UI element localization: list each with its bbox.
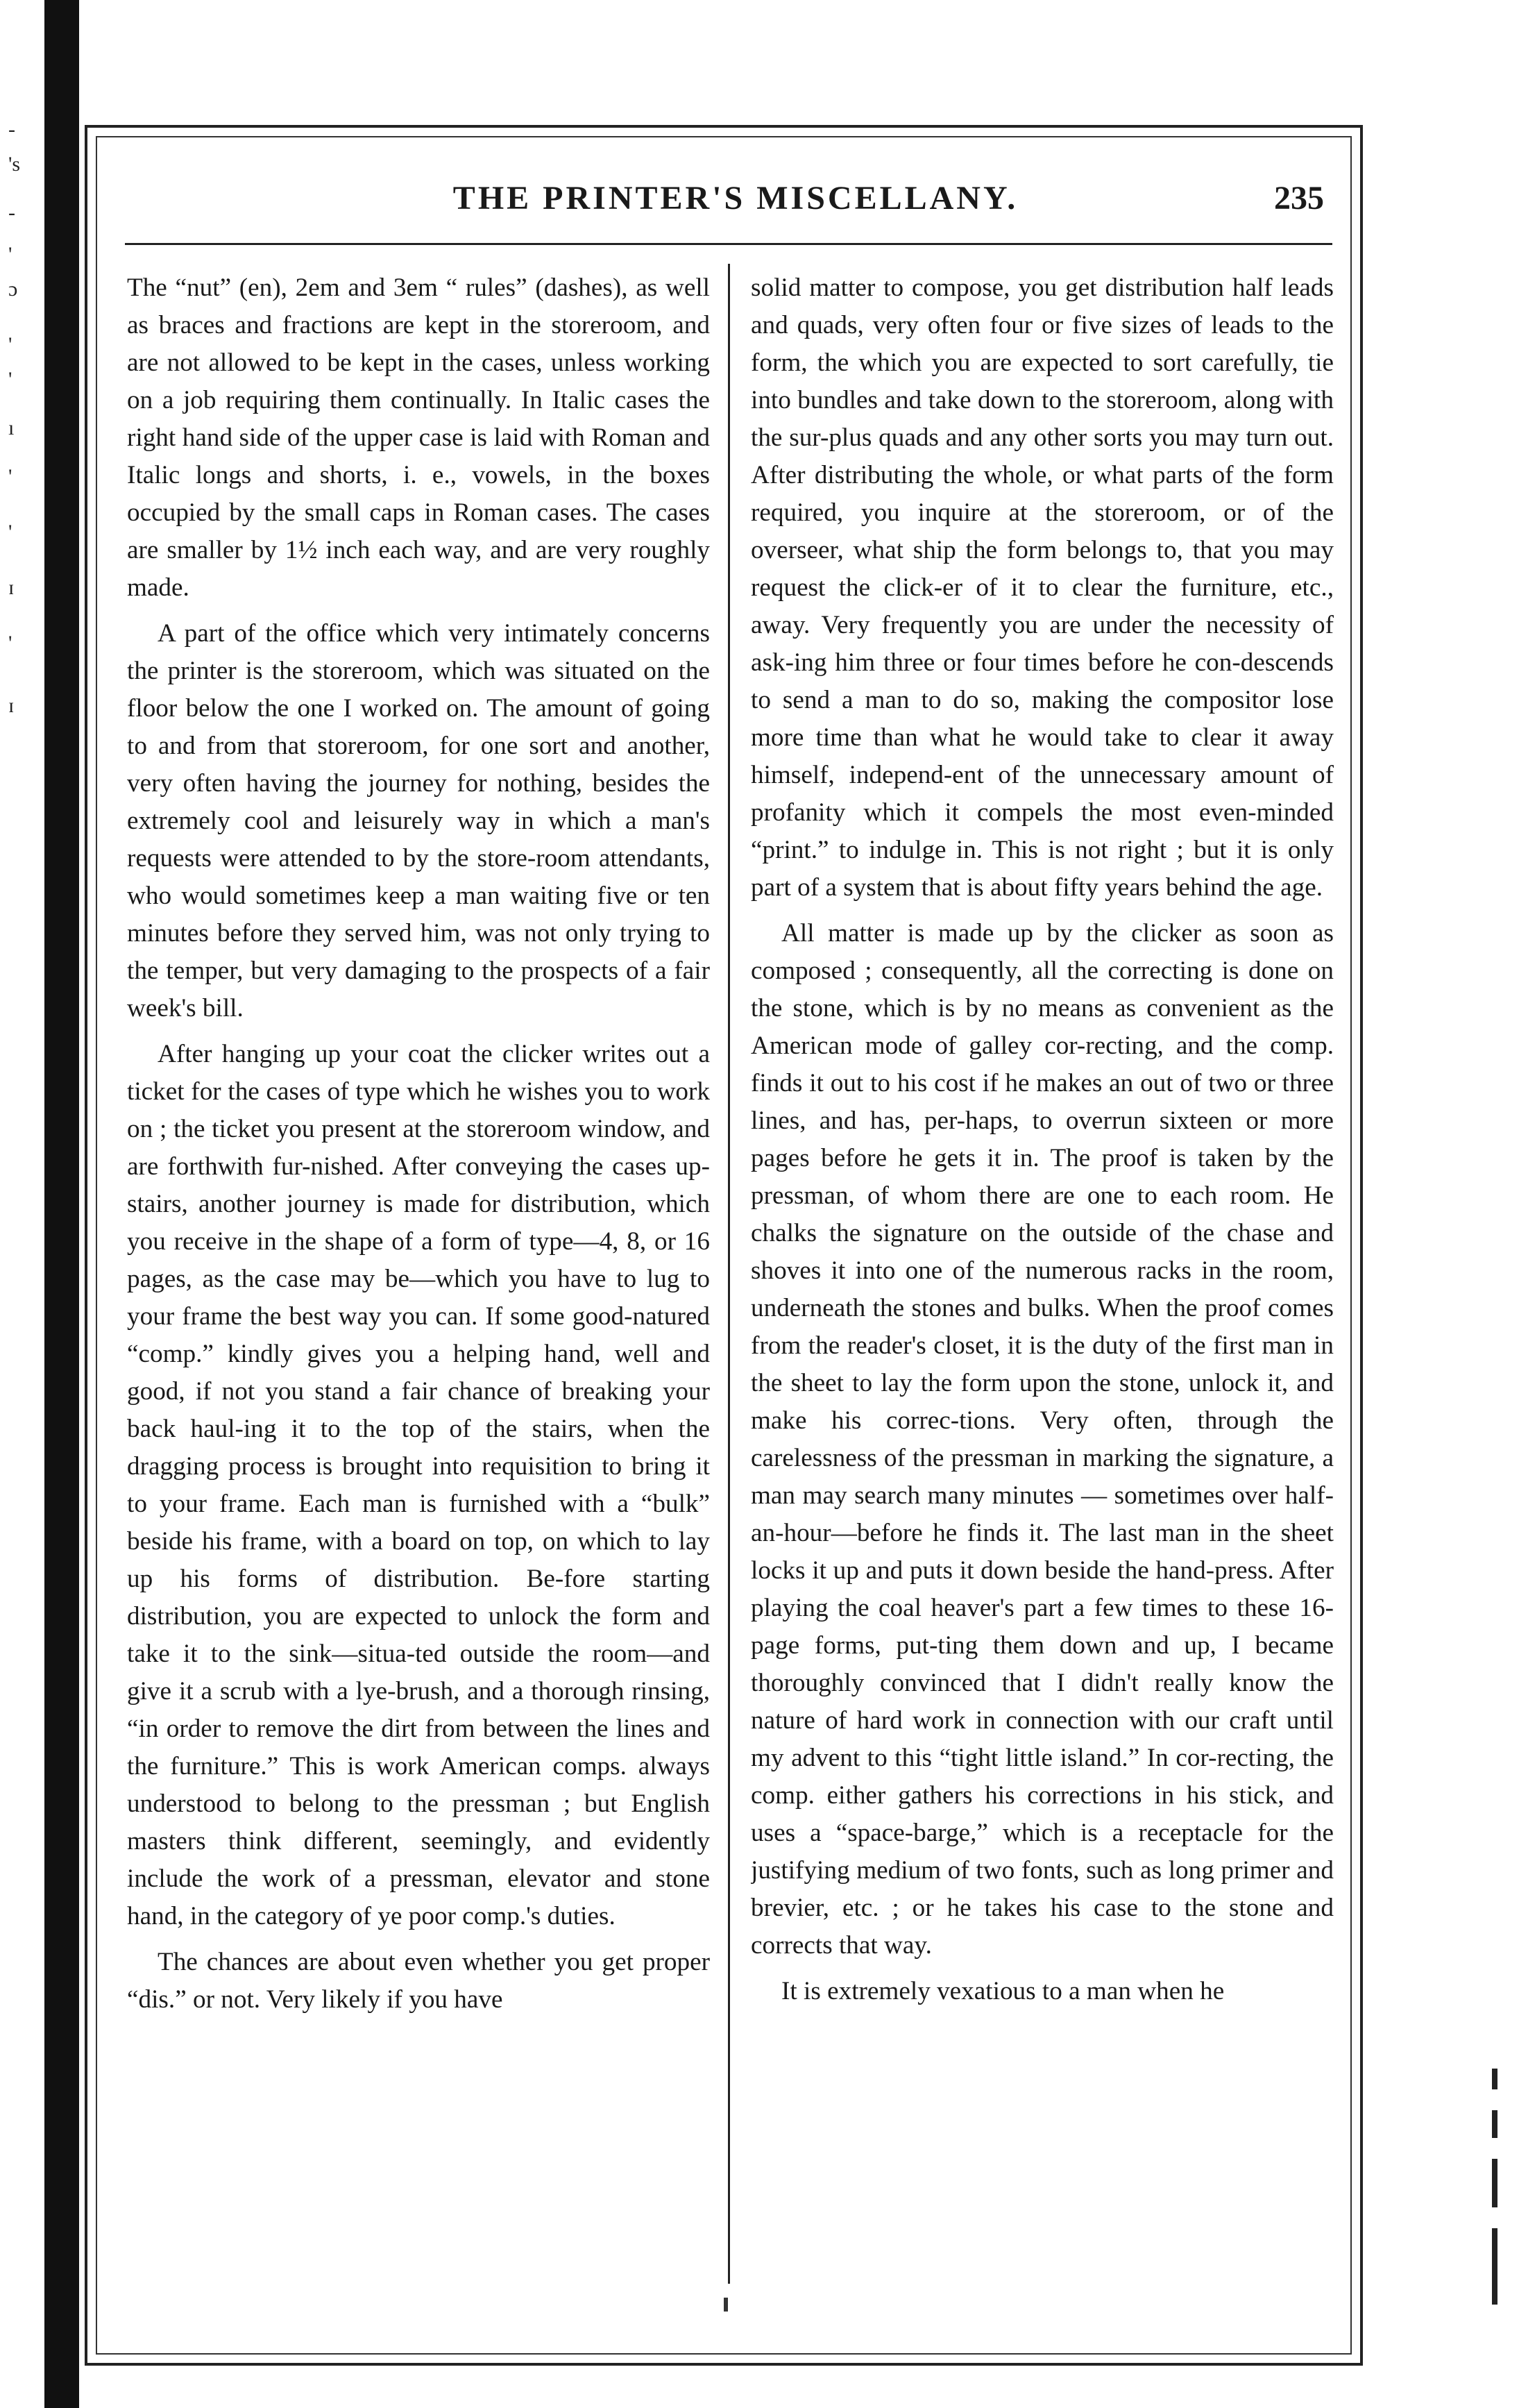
column-divider xyxy=(728,264,730,2284)
gutter-mark: ' xyxy=(8,368,12,391)
gutter-mark: ' xyxy=(8,521,12,544)
edge-mark xyxy=(1492,2069,1497,2089)
gutter-mark: ' xyxy=(8,333,12,356)
edge-mark xyxy=(1492,2159,1497,2207)
edge-mark xyxy=(1492,2110,1497,2138)
bottom-rule-mark xyxy=(724,2298,728,2312)
right-edge-marks xyxy=(1485,2069,1513,2318)
paragraph: solid matter to compose, you get distribution half leads and quads, very often four or five sizes of leads to the form, the which you are expected to sort carefully, tie into bundles and take down to the storeroom, along with the sur-plus quads and any other sorts you may turn out. After distributing the whole, or what parts of the form required, you inquire at the storeroom, or of the overseer, what ship the form belongs to, that you may request the click-er of it to clear the furniture, etc., away. Very frequently you are under the necessity of ask-ing him three or four times before he con-descends to send a man to do so, making the compositor lose more time than what he would take to clear it away himself, independ-ent of the unnecessary amount of profanity which it compels the most even-minded “print.” to indulge in. This is not right ; but it is only part of a system that is about fifty years behind the age. xyxy=(751,273,1334,902)
gutter-mark: - xyxy=(8,201,15,224)
edge-mark xyxy=(1492,2228,1497,2305)
page-number: 235 xyxy=(1274,180,1324,217)
left-column xyxy=(127,269,710,2296)
gutter-mark: - xyxy=(8,118,15,141)
gutter-mark: ɪ xyxy=(8,694,15,717)
gutter-mark: ' xyxy=(8,632,12,655)
gutter-mark: ɔ xyxy=(8,278,18,301)
paragraph: The “nut” (en), 2em and 3em “ rules” (dashes), as well as braces and fractions are kept in the storeroom, and are not allowed to be kept in the cases, unless working on a job requiring them continually. In Italic cases the right hand side of the upper case is laid with Roman and Italic longs and shorts, i. e., vowels, in the boxes occupied by the small caps in Roman cases. The cases are smaller by 1½ inch each way, and are very roughly made. xyxy=(127,273,710,602)
paragraph: The chances are about even whether you get proper “dis.” or not. Very likely if you have xyxy=(127,1948,710,2014)
paragraph: A part of the office which very intimately concerns the printer is the storeroom, which was situated on the floor below the one I worked on. The amount of going to and from that storeroom, for one sort and another, very often having the journey for nothing, besides the extremely cool and leisurely way in which a man's requests were attended to by the store-room attendants, who would sometimes keep a man waiting five or ten minutes before they served him, was not only trying to the temper, but very damaging to the prospects of a fair week's bill. xyxy=(127,619,710,1022)
header-rule xyxy=(125,243,1332,245)
paragraph: After hanging up your coat the clicker writes out a ticket for the cases of type which he wishes you to work on ; the ticket you present at the storeroom window, and are forthwith fur-nished. After conveying the cases up-stairs, another journey is made for distribution, which you receive in the shape of a form of type—4, 8, or 16 pages, as the case may be—which you have to lug to your frame the best way you can. If some good-natured “comp.” kindly gives you a helping hand, well and good, if not you stand a fair chance of breaking your back haul-ing it to the top of the stairs, when the dragging process is brought into requisition to bring it to your frame. Each man is furnished with a “bulk” beside his frame, with a board on top, on which to lay up his forms of distribution. Be-fore starting distribution, you are expected to unlock the form and take it to the sink—situa-ted outside the room—and give it a scrub with a lye-brush, and a thorough rinsing, “in order to remove the dirt from between the lines and the furniture.” This is work American comps. always understood to belong to the pressman ; but English masters think different, seemingly, and evidently include the work of a pressman, elevator and stone hand, in the category of ye poor comp.'s duties. xyxy=(127,1040,710,1930)
gutter-marks xyxy=(0,104,43,868)
right-column xyxy=(751,269,1334,2296)
gutter-mark: ' xyxy=(8,243,12,266)
gutter-mark: 's xyxy=(8,153,21,176)
running-head xyxy=(139,174,1332,229)
gutter-mark: ı xyxy=(8,416,15,439)
paragraph: All matter is made up by the clicker as soon as composed ; consequently, all the correcting is done on the stone, which is by no means as convenient as the American mode of galley cor-recting, and the comp. finds it out to his cost if he makes an out of two or three lines, and has, per-haps, to overrun sixteen or more pages before he gets it in. The proof is taken by the pressman, of whom there are one to each room. He chalks the signature on the outside of the chase and shoves it into one of the numerous racks in the room, underneath the stones and bulks. When the proof comes from the reader's closet, it is the duty of the first man in the sheet to lay the form upon the stone, unlock it, and make his correc-tions. Very often, through the carelessness of the pressman in marking the signature, a man may search many minutes — sometimes over half-an-hour—before he finds it. The last man in the sheet locks it up and puts it down beside the hand-press. After playing the coal heaver's part a few times to these 16-page forms, put-ting them down and up, I became thoroughly convinced that I didn't really know the nature of hard work in connection with our craft until my advent to this “tight little island.” In cor-recting, the comp. either gathers his corrections in his stick, and uses a “space-barge,” which is a receptacle for the justifying medium of two fonts, such as long primer and brevier, etc. ; or he takes his case to the stone and corrects that way. xyxy=(751,919,1334,1960)
gutter-mark: ' xyxy=(8,465,12,488)
running-title: THE PRINTER'S MISCELLANY. xyxy=(452,180,1019,217)
paragraph: It is extremely vexatious to a man when he xyxy=(781,1977,1225,2005)
gutter-mark: ɪ xyxy=(8,576,15,599)
book-spine-shadow xyxy=(44,0,79,2408)
